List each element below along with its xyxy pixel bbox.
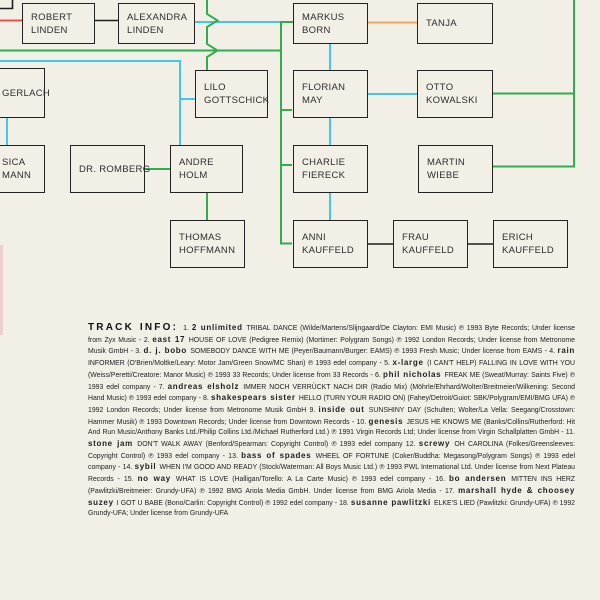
track-number: 15. [123,476,138,484]
track-details: INFORMER (O'Brien/Moltke/Leary: Motor Jam/Green Snow/MC Shan) ℗ 1993 edel company [88,360,377,368]
track-artist: east 17 [152,334,189,344]
track-number: 3. [135,348,144,356]
track-separator: - [332,499,340,507]
track-details: DON'T WALK AWAY (Benford/Spearman: Copyright Control) ℗ 1993 edel company [137,441,403,449]
track-separator: - [196,395,203,403]
person-name-line: FLORIAN [302,82,346,93]
track-number: 1. [183,325,192,332]
person-name-line: THOMAS [179,232,222,243]
track-separator: - [368,371,375,379]
track-artist: bass of spades [241,450,316,460]
person-box-thomas-hoffmann [170,220,245,268]
track-info-block [88,323,575,520]
person-name-line: CHARLIE [302,157,346,168]
track-artist: no way [137,474,176,484]
person-box-otto-kowalski [417,70,493,118]
track-separator: - [376,360,385,368]
track-details: I GOT U BABE (Bono/Carlin: Copyright Control) ℗ 1992 edel company [116,499,333,507]
track-details: WHAT IS LOVE (Halligan/Torello: A La Carte Music) ℗ 1993 edel company [175,476,426,484]
person-name-line: LINDEN [31,24,68,36]
track-number: 5. [384,360,393,368]
track-separator: - [425,476,436,484]
track-details: WHEN I'M GOOD AND READY (Stock/Waterman: All Boys Music Ltd.) ℗ 1993 PWL International Ltd. Under license from Next Plateau Records [88,464,575,484]
track-number: 12. [405,441,419,449]
person-name-line: HOFFMANN [179,245,236,256]
person-name-line: ALEXANDRA [127,11,188,23]
person-box-andre-holm [170,145,243,193]
person-box-lilo-gottschick [195,70,268,118]
track-number: 11. [565,429,575,437]
track-details: HELLO (TURN YOUR RADIO ON) (Fahey/Detroit/Guiot: SBK/Polygram/EMI/BMG UFA) ℗ 1992 London Records; Under license from Metronome Musik GmbH [88,395,576,414]
track-separator: - [542,348,550,356]
person-box-martin-wiebe [418,145,493,193]
person-name-line: FIERECK [302,170,346,181]
track-details: SUNSHINY DAY (Schulten; Wolter/La Vella: Seegang/Crosstown: Hammer Musik) ℗ 1993 Downtown Records; Under license from Downtown Records [88,406,576,426]
track-details: IMMER NOCH VERRÜCKT NACH DIR (Radio Mix) (Möhrle/Ehrhard/Wolter/Breitmeier/Wilkening: Second Hand Music) ℗ 1993 edel company [88,383,575,403]
track-details: SOMEBODY DANCE WITH ME (Peyer/Baumann/Burger: EAMS) ℗ 1993 Fresh Music; Under license from EAMS [190,348,543,356]
person-name-line: MARTIN [427,157,466,168]
track-number: 9. [309,406,319,414]
track-details: OH CAROLINA (Folkes/Greensleeves: Copyright Control) ℗ 1993 edel company [88,441,575,460]
track-details: HOUSE OF LOVE (Pedigree Remix) (Mortimer: Polygram Songs) ℗ 1992 London Records; Under license from Metronome Musik GmbH [88,336,575,356]
track-separator: - [136,336,144,344]
track-separator: - [115,464,123,472]
track-number: 18. [339,499,351,507]
track-details: (I CAN'T HELP) FALLING IN LOVE WITH YOU (Weiss/Peretti/Creatore: Manor Music) ℗ 1993 33 Records; Under license from 33 Records [88,360,576,379]
track-number: 16. [435,476,449,484]
person-box-frau-kauffeld [393,220,468,268]
person-name-line: ROBERT [31,11,73,23]
track-details: ELKE'S LIED (Pawlitzki: Grundy-UFA) ℗ 1992 Grundy-UFA; Under license from Grundy-UFA [88,499,575,518]
track-artist: rain [557,346,575,356]
track-number: 6. [374,371,384,379]
track-artist: bo andersen [448,474,512,484]
person-name-line: GOTTSCHICK [204,95,270,106]
track-number: 8. [202,395,211,403]
person-box-anni-kauffeld [293,220,368,268]
person-box-markus-born [293,3,368,44]
track-separator: - [150,383,159,391]
track-info-heading: TRACK INFO: [88,322,179,333]
track-number: 4. [549,348,558,356]
track-artist: phil nicholas [383,369,445,379]
person-name-line: OTTO [426,82,454,93]
person-box-sica-mann [0,145,45,193]
person-name-line: FRAU [402,232,430,243]
track-separator: - [113,476,124,484]
track-artist: screwy [418,439,455,449]
track-separator: - [559,429,566,437]
person-box-dr-romberg [70,145,151,193]
track-number: 14. [122,464,135,472]
track-artist: x-large [392,358,428,368]
person-name-line: ANDRE [179,157,214,168]
track-artist: stone jam [88,439,138,449]
track-details: JESUS HE KNOWS ME (Banks/Collins/Rutherford: Hit And Run Music/Anthony Banks Ltd./Philip Collins Ltd./Michael Rutherford Ltd.) ℗ 1991 Virgin Records Ltd; Under license from Virgin Schallplatten GmbH [88,418,575,437]
person-name-line: KAUFFELD [402,245,455,256]
person-box-robert-linden [22,3,95,44]
track-artist: susanne pawlitzki [350,497,434,507]
track-number: 2. [143,336,153,344]
person-name-line: WIEBE [427,170,460,181]
track-details: WHEEL OF FORTUNE (Coker/Buddha: Megasong/Polygram Songs) ℗ 1993 edel company [88,452,575,472]
person-name-line: GERLACH [2,87,51,99]
track-separator: - [128,348,136,356]
track-artist: shakespears sister [210,393,299,403]
track-artist: genesis [368,416,407,426]
person-name-line: TANJA [426,18,457,29]
track-artist: 2 unlimited [191,323,247,332]
person-box-gerlach [0,68,51,118]
person-name-line: MAY [302,95,323,106]
person-name-line: DR. ROMBERG [79,163,151,175]
person-box-erich-kauffeld [493,220,568,268]
track-artist: d. j. bobo [143,346,191,356]
person-name-line: MANN [2,170,32,181]
track-artist: marshall hyde & choosey suzey [88,485,575,507]
person-name-line: ANNI [302,232,326,243]
track-artist: andreas elsholz [167,381,244,391]
track-number: 13. [228,452,242,460]
person-box-charlie-fiereck [293,145,368,193]
person-name-line: HOLM [179,170,208,181]
track-number: 17. [445,487,459,495]
track-separator: - [349,418,357,426]
track-details: FREAK ME (Sweat/Murray: Saints Five) ℗ 1993 edel company [88,371,575,391]
person-box-florian-may [293,70,368,118]
track-artist: sybil [134,462,160,472]
person-name-line: KOWALSKI [426,95,478,106]
person-name-line: BORN [302,24,331,36]
track-separator: - [436,487,445,495]
track-artist: inside out [318,404,369,414]
person-name-line: KAUFFELD [302,245,355,256]
person-name-line: KAUFFELD [502,245,555,256]
person-box-tanja [417,3,493,44]
person-box-alexandra-linden [118,3,195,44]
person-name-line: SICA [2,157,26,168]
track-number: 10. [356,418,369,426]
track-details: TRIBAL DANCE (Wilde/Martens/Slijngaard/De Clayton: EMI Music) ℗ 1993 Byte Records; Under license from Zyx Music [88,325,575,344]
person-name-line: LINDEN [127,24,164,36]
track-details: MITTEN INS HERZ (Pawlitzki/Breitmeier: Grundy-UFA) ℗ 1992 BMG Ariola Media GmbH. Under license from BMG Ariola Media [88,476,576,495]
person-name-line: ERICH [502,232,534,243]
track-number: 7. [158,383,168,391]
person-name-line: MARKUS [302,11,345,23]
track-separator: - [219,452,229,460]
track-info-text [88,323,575,520]
person-name-line: LILO [204,82,226,93]
